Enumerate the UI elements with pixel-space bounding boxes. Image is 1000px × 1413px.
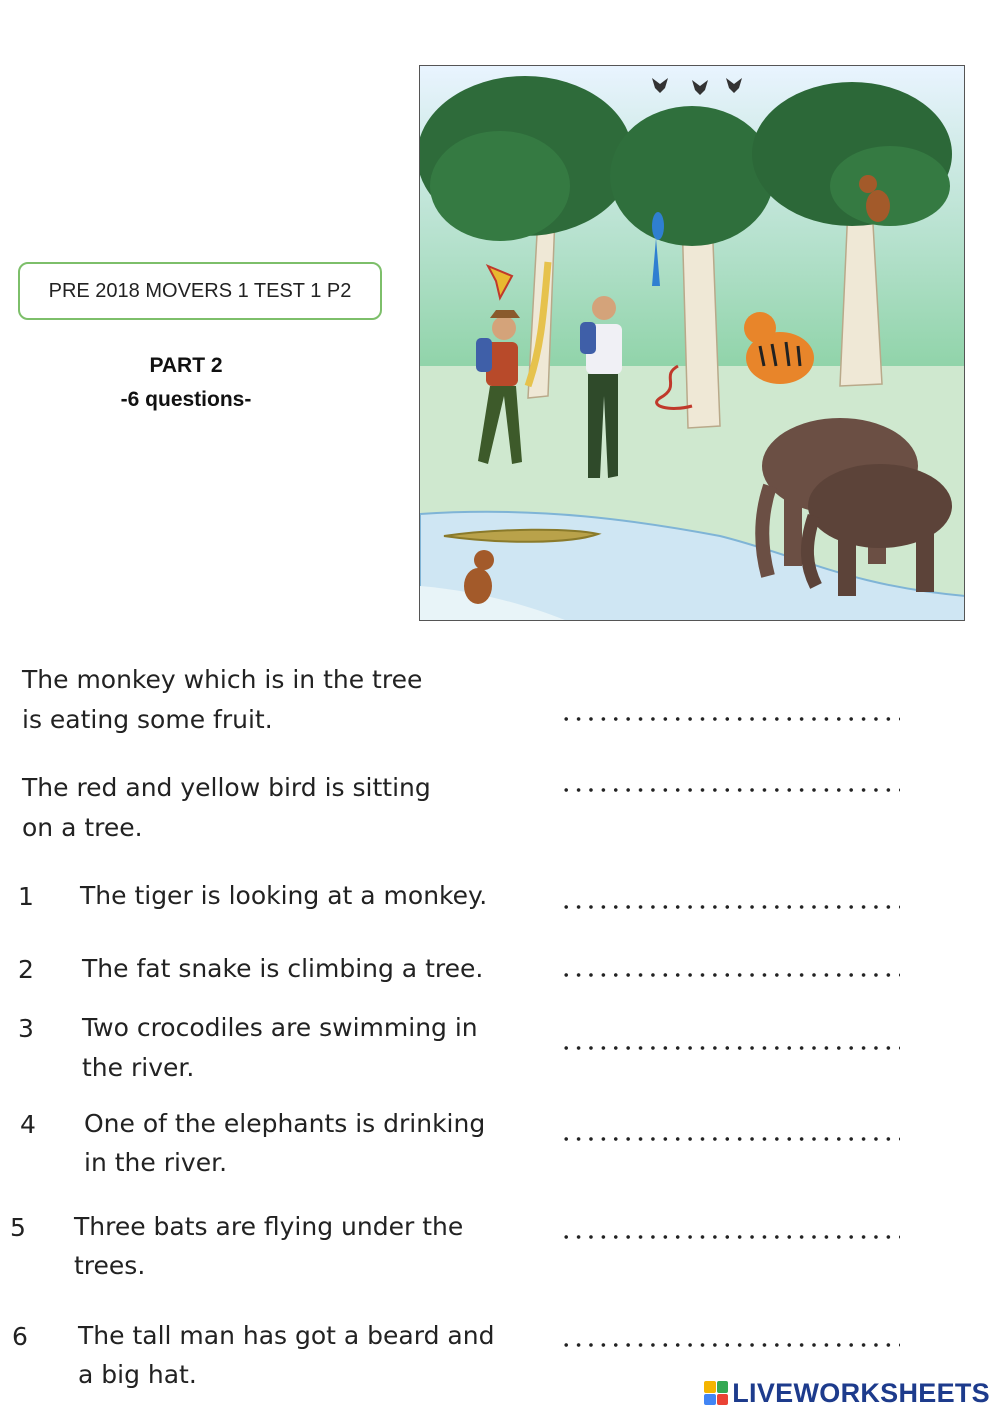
example-2-line1: The red and yellow bird is sitting xyxy=(22,773,431,802)
question-5-number: 5 xyxy=(10,1213,26,1242)
monkey-in-tree-head xyxy=(859,175,877,193)
part-heading: PART 2 xyxy=(149,354,223,377)
liveworksheets-text: LIVEWORKSHEETS xyxy=(732,1377,990,1408)
title-text: PRE 2018 MOVERS 1 TEST 1 P2 xyxy=(48,279,352,302)
answer-line-6[interactable] xyxy=(560,1342,900,1348)
answer-line-example-2[interactable] xyxy=(560,787,900,793)
question-5-line2: trees. xyxy=(74,1251,146,1280)
example-1-line1: The monkey which is in the tree xyxy=(22,665,423,694)
answer-line-1[interactable] xyxy=(560,904,900,910)
monkey-by-river xyxy=(464,568,492,604)
question-6-line1: The tall man has got a beard and xyxy=(78,1321,495,1350)
answer-line-4[interactable] xyxy=(560,1136,900,1142)
question-1-number: 1 xyxy=(18,882,34,911)
question-5-line1: Three bats are flying under the xyxy=(74,1212,464,1241)
example-1-line2: is eating some fruit. xyxy=(22,705,273,734)
question-4-number: 4 xyxy=(20,1110,36,1139)
question-2-number: 2 xyxy=(18,955,34,984)
monkey-by-river-head xyxy=(474,550,494,570)
answer-line-example-1[interactable] xyxy=(560,716,900,722)
question-4-line1: One of the elephants is drinking xyxy=(84,1109,486,1138)
canopy-middle xyxy=(610,106,774,246)
canopy-left-inner xyxy=(430,131,570,241)
question-3-line2: the river. xyxy=(82,1053,195,1082)
question-3-line1: Two crocodiles are swimming in xyxy=(82,1013,478,1042)
tiger-head xyxy=(744,312,776,344)
liveworksheets-logo-icon xyxy=(704,1381,728,1405)
liveworksheets-branding[interactable] xyxy=(704,1377,990,1409)
question-4-line2: in the river. xyxy=(84,1148,228,1177)
question-1-text: The tiger is looking at a monkey. xyxy=(80,881,488,910)
canopy-right-inner xyxy=(830,146,950,226)
example-2-line2: on a tree. xyxy=(22,813,143,842)
question-2-text: The fat snake is climbing a tree. xyxy=(82,954,484,983)
questions-count: -6 questions- xyxy=(120,388,252,411)
jungle-scene-illustration xyxy=(419,65,965,621)
answer-line-5[interactable] xyxy=(560,1234,900,1240)
question-3-number: 3 xyxy=(18,1014,34,1043)
question-6-line2: a big hat. xyxy=(78,1360,197,1389)
answer-line-3[interactable] xyxy=(560,1045,900,1051)
question-6-number: 6 xyxy=(12,1322,28,1351)
title-box xyxy=(18,262,382,320)
jungle-scene-svg xyxy=(420,66,965,621)
answer-line-2[interactable] xyxy=(560,972,900,978)
monkey-in-tree xyxy=(866,190,890,222)
parrot xyxy=(652,212,664,240)
